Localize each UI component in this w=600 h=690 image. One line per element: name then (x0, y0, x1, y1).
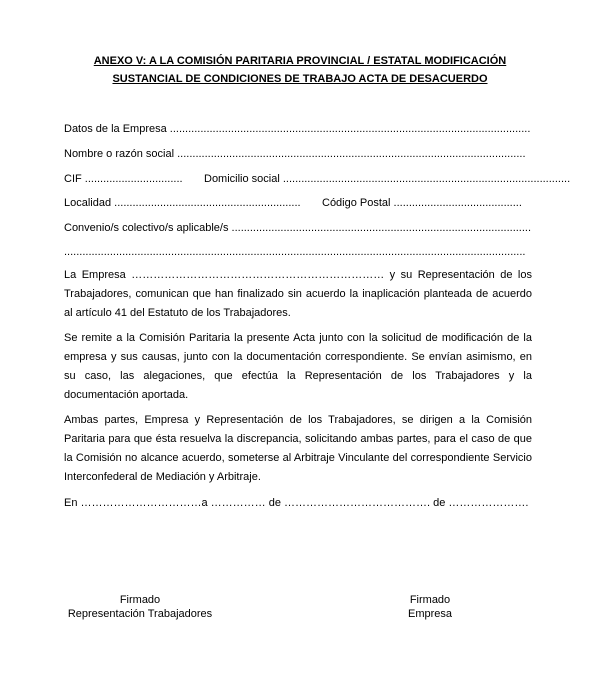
datos-empresa-field: Datos de la Empresa ...................................................................................................................... (64, 123, 531, 135)
codigo-postal-field: Código Postal .......................................... (322, 197, 522, 209)
signature-trabajadores-label: Firmado (119, 594, 161, 606)
signature-trabajadores-party: Representación Trabajadores (67, 608, 213, 620)
nombre-razon-social-field: Nombre o razón social .................................................................................................................. (64, 148, 526, 160)
paragraph-desacuerdo-line-1: La Empresa …………………………………………………………… y su Representación de los (64, 269, 532, 281)
signature-empresa (370, 593, 490, 621)
signature-empresa-label: Firmado (409, 594, 451, 606)
blank-dotted-line: ....................................................................................................................................................... (64, 246, 526, 258)
domicilio-social-field: Domicilio social .............................................................................................. (204, 173, 571, 185)
fecha-line: En ……………………………a …………… de …………………………………. de …………………. (64, 497, 529, 509)
signature-trabajadores (40, 593, 240, 621)
localidad-field: Localidad ............................................................. (64, 197, 301, 209)
signature-empresa-party: Empresa (407, 608, 453, 620)
title-line-2: SUSTANCIAL DE CONDICIONES DE TRABAJO ACTA DE DESACUERDO (112, 73, 488, 85)
cif-field: CIF ................................ (64, 173, 183, 185)
paragraph-arbitraje: Ambas partes, Empresa y Representación de los Trabajadores, se dirigen a la Comisión Paritaria para que ésta resuelva la discrepancia, solicitando ambas partes, para el caso de que la Comisión no alcance acuerdo, someterse al Arbitraje Vinculante del correspondiente Servicio Interconfederal de Mediación y Arbitraje. (64, 414, 532, 483)
convenio-colectivo-field: Convenio/s colectivo/s aplicable/s .................................................................................................. (64, 222, 532, 234)
paragraph-desacuerdo-rest: Trabajadores, comunican que han finalizado sin acuerdo la inaplicación planteada de acuerdo al artículo 41 del Estatuto de los Trabajadores. (64, 288, 532, 319)
paragraph-remision: Se remite a la Comisión Paritaria la presente Acta junto con la solicitud de modificación de la empresa y sus causas, junto con la documentación correspondiente. Se envían asimismo, en su caso, las alegaciones, que efectúa la Representación de los Trabajadores y la documentación aportada. (64, 332, 532, 401)
document-title (40, 52, 560, 88)
paragraph-desacuerdo (64, 266, 532, 323)
title-line-1: ANEXO V: A LA COMISIÓN PARITARIA PROVINCIAL / ESTATAL MODIFICACIÓN (93, 55, 507, 67)
